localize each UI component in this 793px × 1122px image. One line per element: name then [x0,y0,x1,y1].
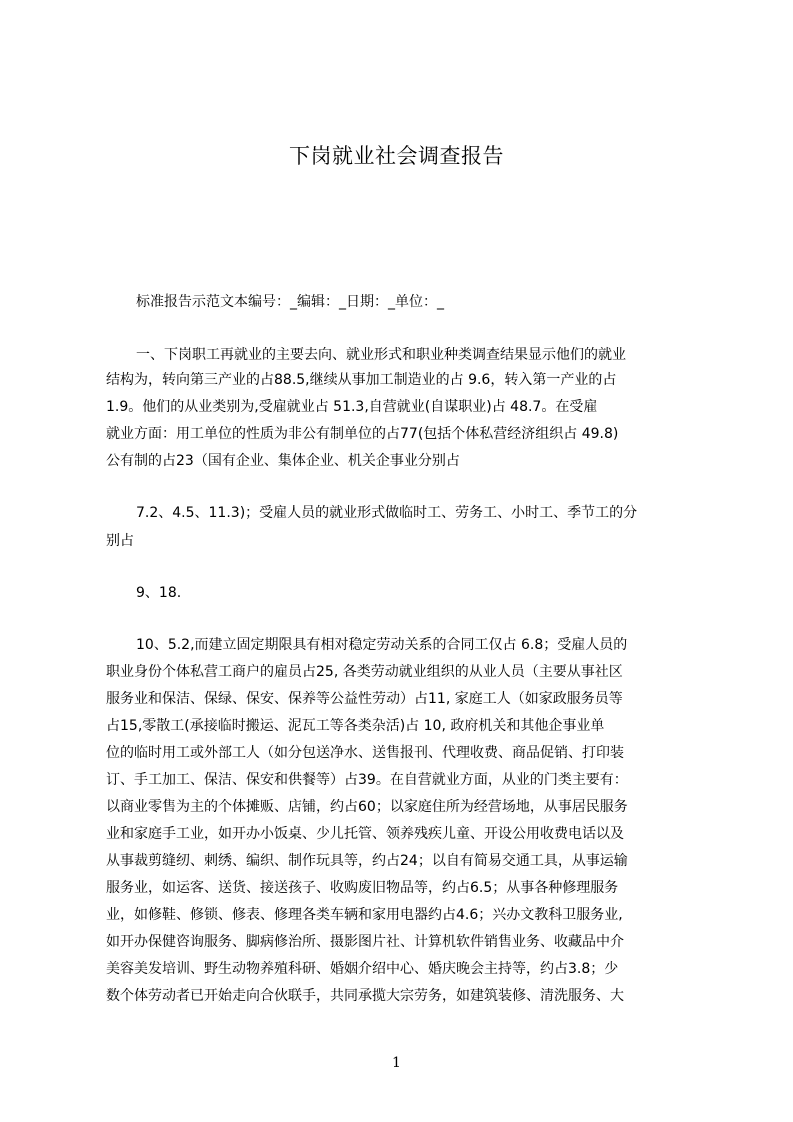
paragraph-4-line-13: 美容美发培训、野生动物养殖科研、婚姻介绍中心、婚庆晚会主持等，约占3.8；少 [106,961,619,977]
paragraph-3-line-1: 9、18. [136,585,182,601]
paragraph-4-line-3: 服务业和保洁、保绿、保安、保养等公益性劳动）占11, 家庭工人（如家政服务员等 [106,691,623,707]
paragraph-1-line-1: 一、下岗职工再就业的主要去向、就业形式和职业种类调查结果显示他们的就业 [136,347,626,363]
paragraph-4-line-9: 从事裁剪缝纫、刺绣、编织、制作玩具等，约占24；以自有简易交通工具，从事运输 [106,853,628,869]
paragraph-4-line-11: 业，如修鞋、修锁、修表、修理各类车辆和家用电器约占4.6；兴办文教科卫服务业, [106,907,623,923]
paragraph-4-line-2: 职业身份个体私营工商户的雇员占25, 各类劳动就业组织的从业人员（主要从事社区 [106,664,623,680]
paragraph-4-line-10: 服务业，如运客、送货、接送孩子、收购废旧物品等，约占6.5；从事各种修理服务 [106,880,619,896]
paragraph-2-line-2: 别占 [106,533,134,549]
paragraph-4-line-4: 占15,零散工(承接临时搬运、泥瓦工等各类杂活)占 10, 政府机关和其他企事业单 [106,718,605,734]
paragraph-1-line-2: 结构为，转向第三产业的占88.5,继续从事加工制造业的占 9.6，转入第一产业的占 [106,372,617,388]
paragraph-4-line-8: 业和家庭手工业，如开办小饭桌、少儿托管、领养残疾儿童、开设公用收费电话以及 [106,826,624,842]
paragraph-1-line-5: 公有制的占23（国有企业、集体企业、机关企事业分别占 [106,453,460,469]
paragraph-4-line-14: 数个体劳动者已开始走向合伙联手，共同承揽大宗劳务，如建筑装修、清洗服务、大 [106,988,624,1004]
page-number: 1 [392,1055,401,1071]
paragraph-2-line-1: 7.2、4.5、11.3)；受雇人员的就业形式做临时工、劳务工、小时工、季节工的分 [136,505,638,521]
document-meta-line: 标准报告示范文本编号：_编辑：_日期：_单位：_ [136,294,444,310]
document-title: 下岗就业社会调查报告 [289,144,504,168]
paragraph-1-line-3: 1.9。他们的从业类别为,受雇就业占 51.3,自营就业(自谋职业)占 48.7。在受雇 [106,399,598,415]
paragraph-4-line-6: 订、手工加工、保洁、保安和供餐等）占39。在自营就业方面，从业的门类主要有： [106,772,628,788]
paragraph-1-line-4: 就业方面：用工单位的性质为非公有制单位的占77(包括个体私营经济组织占 49.8) [106,426,619,442]
paragraph-4-line-5: 位的临时用工或外部工人（如分包送净水、送售报刊、代理收费、商品促销、打印装 [106,745,624,761]
paragraph-4-line-12: 如开办保健咨询服务、脚病修治所、摄影图片社、计算机软件销售业务、收藏品中介 [106,934,624,950]
paragraph-4-line-1: 10、5.2,而建立固定期限具有相对稳定劳动关系的合同工仅占 6.8；受雇人员的 [136,637,628,653]
paragraph-4-line-7: 以商业零售为主的个体摊贩、店铺，约占60；以家庭住所为经营场地，从事居民服务 [106,799,628,815]
